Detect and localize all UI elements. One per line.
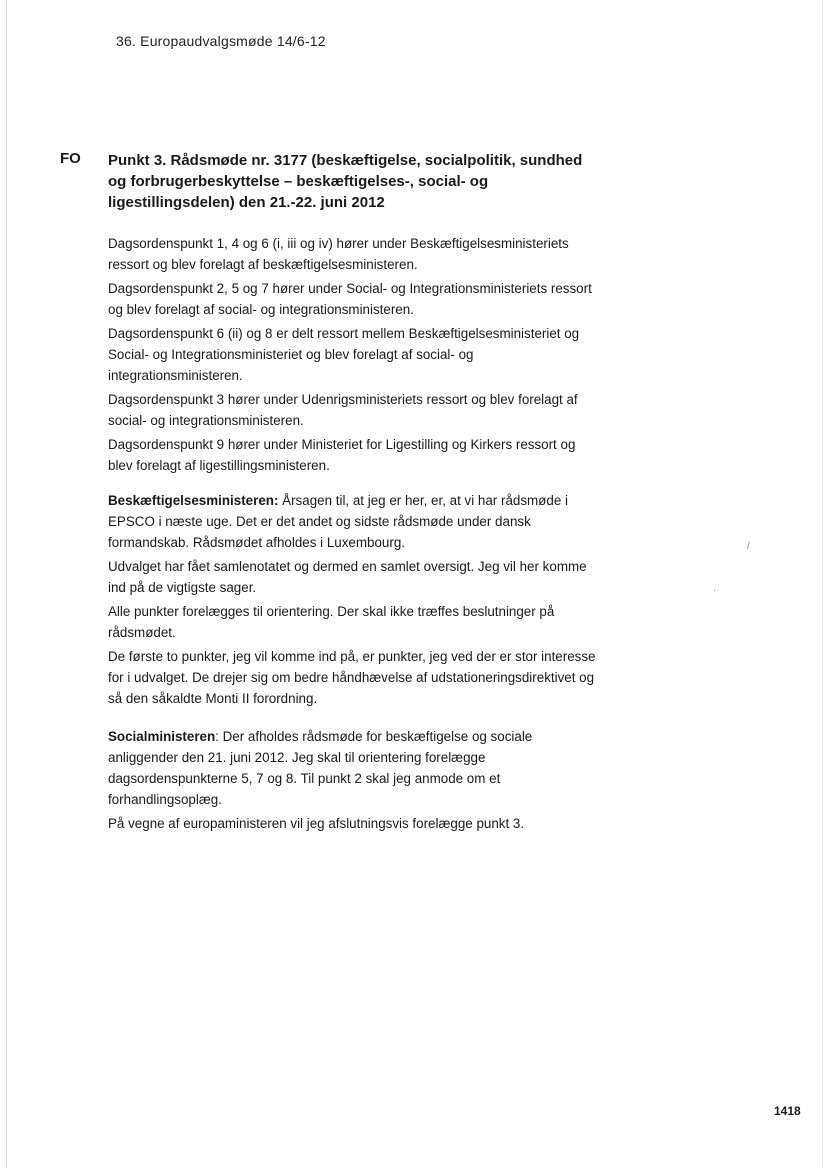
page-number: 1418 bbox=[774, 1104, 801, 1118]
statement-text: : Der afholdes rådsmøde for beskæftigelse og sociale anliggender den 21. juni 2012. Jeg skal til orientering forelægge dagsordenspunkterne 5, 7 og 8. Til punkt 2 skal jeg anmode om et forhandlingsoplæg. bbox=[108, 729, 533, 807]
statement-employment-minister bbox=[108, 490, 598, 712]
statement-paragraph: Udvalget har fået samlenotatet og dermed en samlet oversigt. Jeg vil her komme ind på de vigtigste sager. bbox=[108, 559, 587, 595]
agenda-notes bbox=[108, 233, 598, 479]
agenda-note: Dagsordenspunkt 1, 4 og 6 (i, iii og iv) hører under Beskæftigelsesministeriets ressort og blev forelagt af beskæftigelsesministeren. bbox=[108, 236, 569, 272]
statement-paragraph bbox=[108, 490, 598, 553]
statement-paragraph: De første to punkter, jeg vil komme ind på, er punkter, jeg ved der er stor interesse for i udvalget. De drejer sig om bedre håndhævelse af udstationeringsdirektivet og så den såkaldte Monti II forordning. bbox=[108, 649, 596, 706]
agenda-note: Dagsordenspunkt 9 hører under Ministeriet for Ligestilling og Kirkers ressort og blev forelagt af ligestillingsministeren. bbox=[108, 437, 576, 473]
speaker-name: Socialministeren bbox=[108, 729, 216, 744]
scan-edge-left bbox=[6, 0, 7, 1168]
scan-edge-right bbox=[822, 0, 823, 1168]
section-tag: FO bbox=[60, 150, 81, 167]
statement-social-minister bbox=[108, 726, 598, 837]
scan-speck: / bbox=[747, 541, 750, 552]
statement-paragraph: På vegne af europaministeren vil jeg afslutningsvis forelægge punkt 3. bbox=[108, 816, 525, 831]
agenda-note: Dagsordenspunkt 6 (ii) og 8 er delt ressort mellem Beskæftigelsesministeriet og Social- og Integrationsministeriet og blev forelagt af social- og integrationsministeren. bbox=[108, 326, 580, 383]
statement-text: Årsagen til, at jeg er her, er, at vi har rådsmøde i EPSCO i næste uge. Det er det andet og sidste rådsmøde under dansk formandskab. Rådsmødet afholdes i Luxembourg. bbox=[108, 493, 568, 550]
item-title: Punkt 3. Rådsmøde nr. 3177 (beskæftigelse, socialpolitik, sundhed og forbrugerbeskyttelse – beskæftigelses-, social- og ligestillingsdelen) den 21.-22. juni 2012 bbox=[108, 152, 583, 211]
statement-paragraph bbox=[108, 726, 598, 810]
scan-speck: · bbox=[713, 585, 717, 596]
statement-paragraph: Alle punkter forelægges til orientering. Der skal ikke træffes beslutninger på rådsmødet. bbox=[108, 604, 555, 640]
speaker-name: Beskæftigelsesministeren: bbox=[108, 493, 279, 508]
agenda-note: Dagsordenspunkt 3 hører under Udenrigsministeriets ressort og blev forelagt af social- og integrationsministeren. bbox=[108, 392, 578, 428]
agenda-note: Dagsordenspunkt 2, 5 og 7 hører under Social- og Integrationsministeriets ressort og blev forelagt af social- og integrationsministeren. bbox=[108, 281, 592, 317]
running-header: 36. Europaudvalgsmøde 14/6-12 bbox=[116, 33, 326, 49]
